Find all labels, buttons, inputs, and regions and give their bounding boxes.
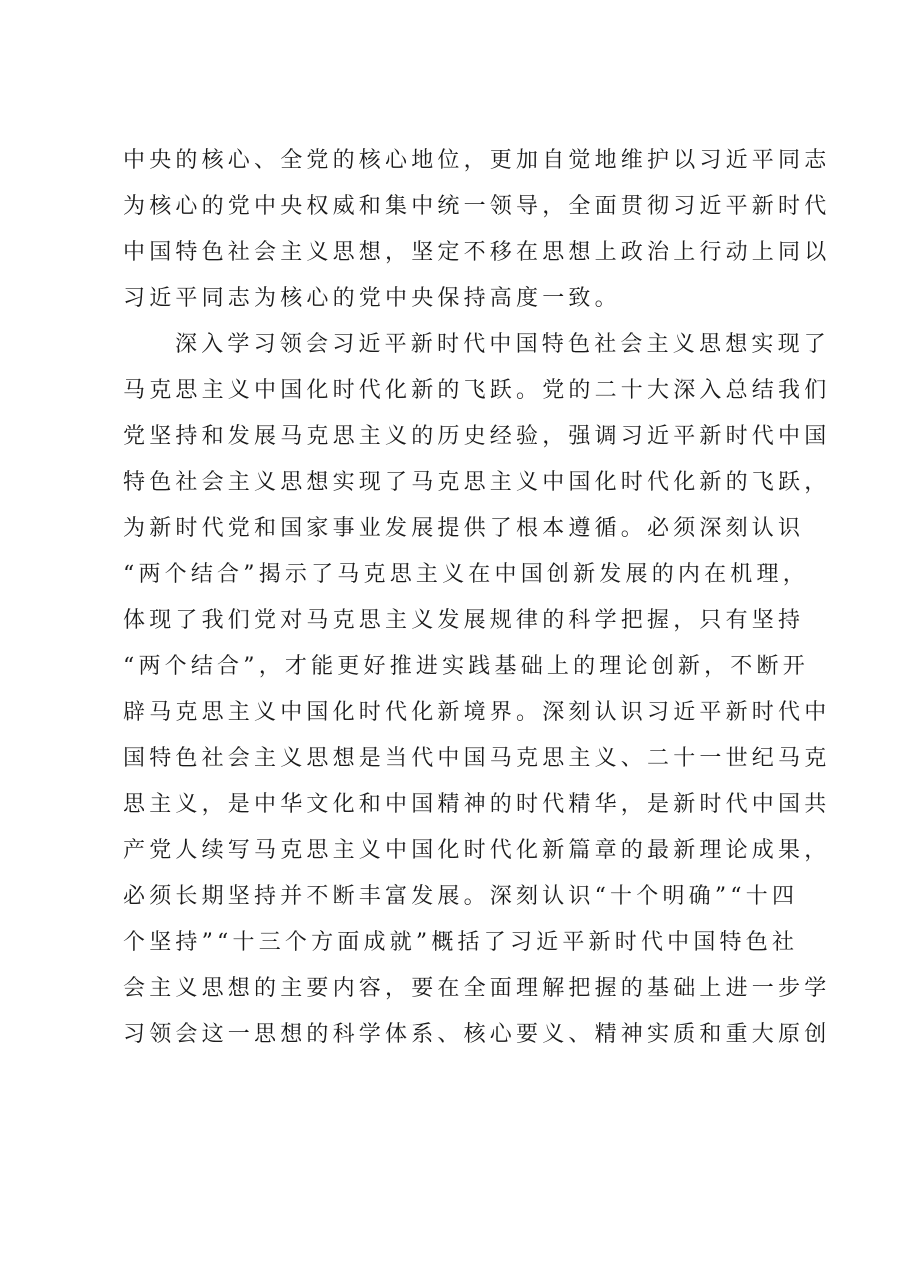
text-line: 习领会这一思想的科学体系、核心要义、精神实质和重大原创 (123, 1022, 831, 1047)
text-line: 特色社会主义思想实现了马克思主义中国化时代化新的飞跃， (123, 470, 831, 495)
text-line: 为核心的党中央权威和集中统一领导，全面贯彻习近平新时代 (123, 194, 831, 219)
text-line: 辟马克思主义中国化时代化新境界。深刻认识习近平新时代中 (123, 700, 831, 725)
text-line: 马克思主义中国化时代化新的飞跃。党的二十大深入总结我们 (123, 378, 831, 403)
text-line: 中央的核心、全党的核心地位，更加自觉地维护以习近平同志 (123, 148, 831, 173)
text-line: 个坚持”“十三个方面成就”概括了习近平新时代中国特色社 (123, 930, 799, 955)
text-line: 为新时代党和国家事业发展提供了根本遵循。必须深刻认识 (123, 516, 805, 541)
text-line: 必须长期坚持并不断丰富发展。深刻认识“十个明确”“十四 (123, 884, 799, 909)
paragraph-first-line: 深入学习领会习近平新时代中国特色社会主义思想实现了 (175, 332, 831, 357)
body-text (123, 138, 831, 1058)
text-line: 会主义思想的主要内容，要在全面理解把握的基础上进一步学 (123, 976, 831, 1001)
text-line: 习近平同志为核心的党中央保持高度一致。 (123, 286, 621, 311)
text-line: 中国特色社会主义思想，坚定不移在思想上政治上行动上同以 (123, 240, 831, 265)
text-line: 体现了我们党对马克思主义发展规律的科学把握，只有坚持 (123, 608, 805, 633)
text-line: 党坚持和发展马克思主义的历史经验，强调习近平新时代中国 (123, 424, 831, 449)
text-line: “两个结合”，才能更好推进实践基础上的理论创新，不断开 (123, 654, 809, 679)
text-line: 思主义，是中华文化和中国精神的时代精华，是新时代中国共 (123, 792, 831, 817)
text-line: “两个结合”揭示了马克思主义在中国创新发展的内在机理， (123, 562, 809, 587)
text-line: 产党人续写马克思主义中国化时代化新篇章的最新理论成果， (123, 838, 831, 863)
text-line: 国特色社会主义思想是当代中国马克思主义、二十一世纪马克 (123, 746, 831, 771)
